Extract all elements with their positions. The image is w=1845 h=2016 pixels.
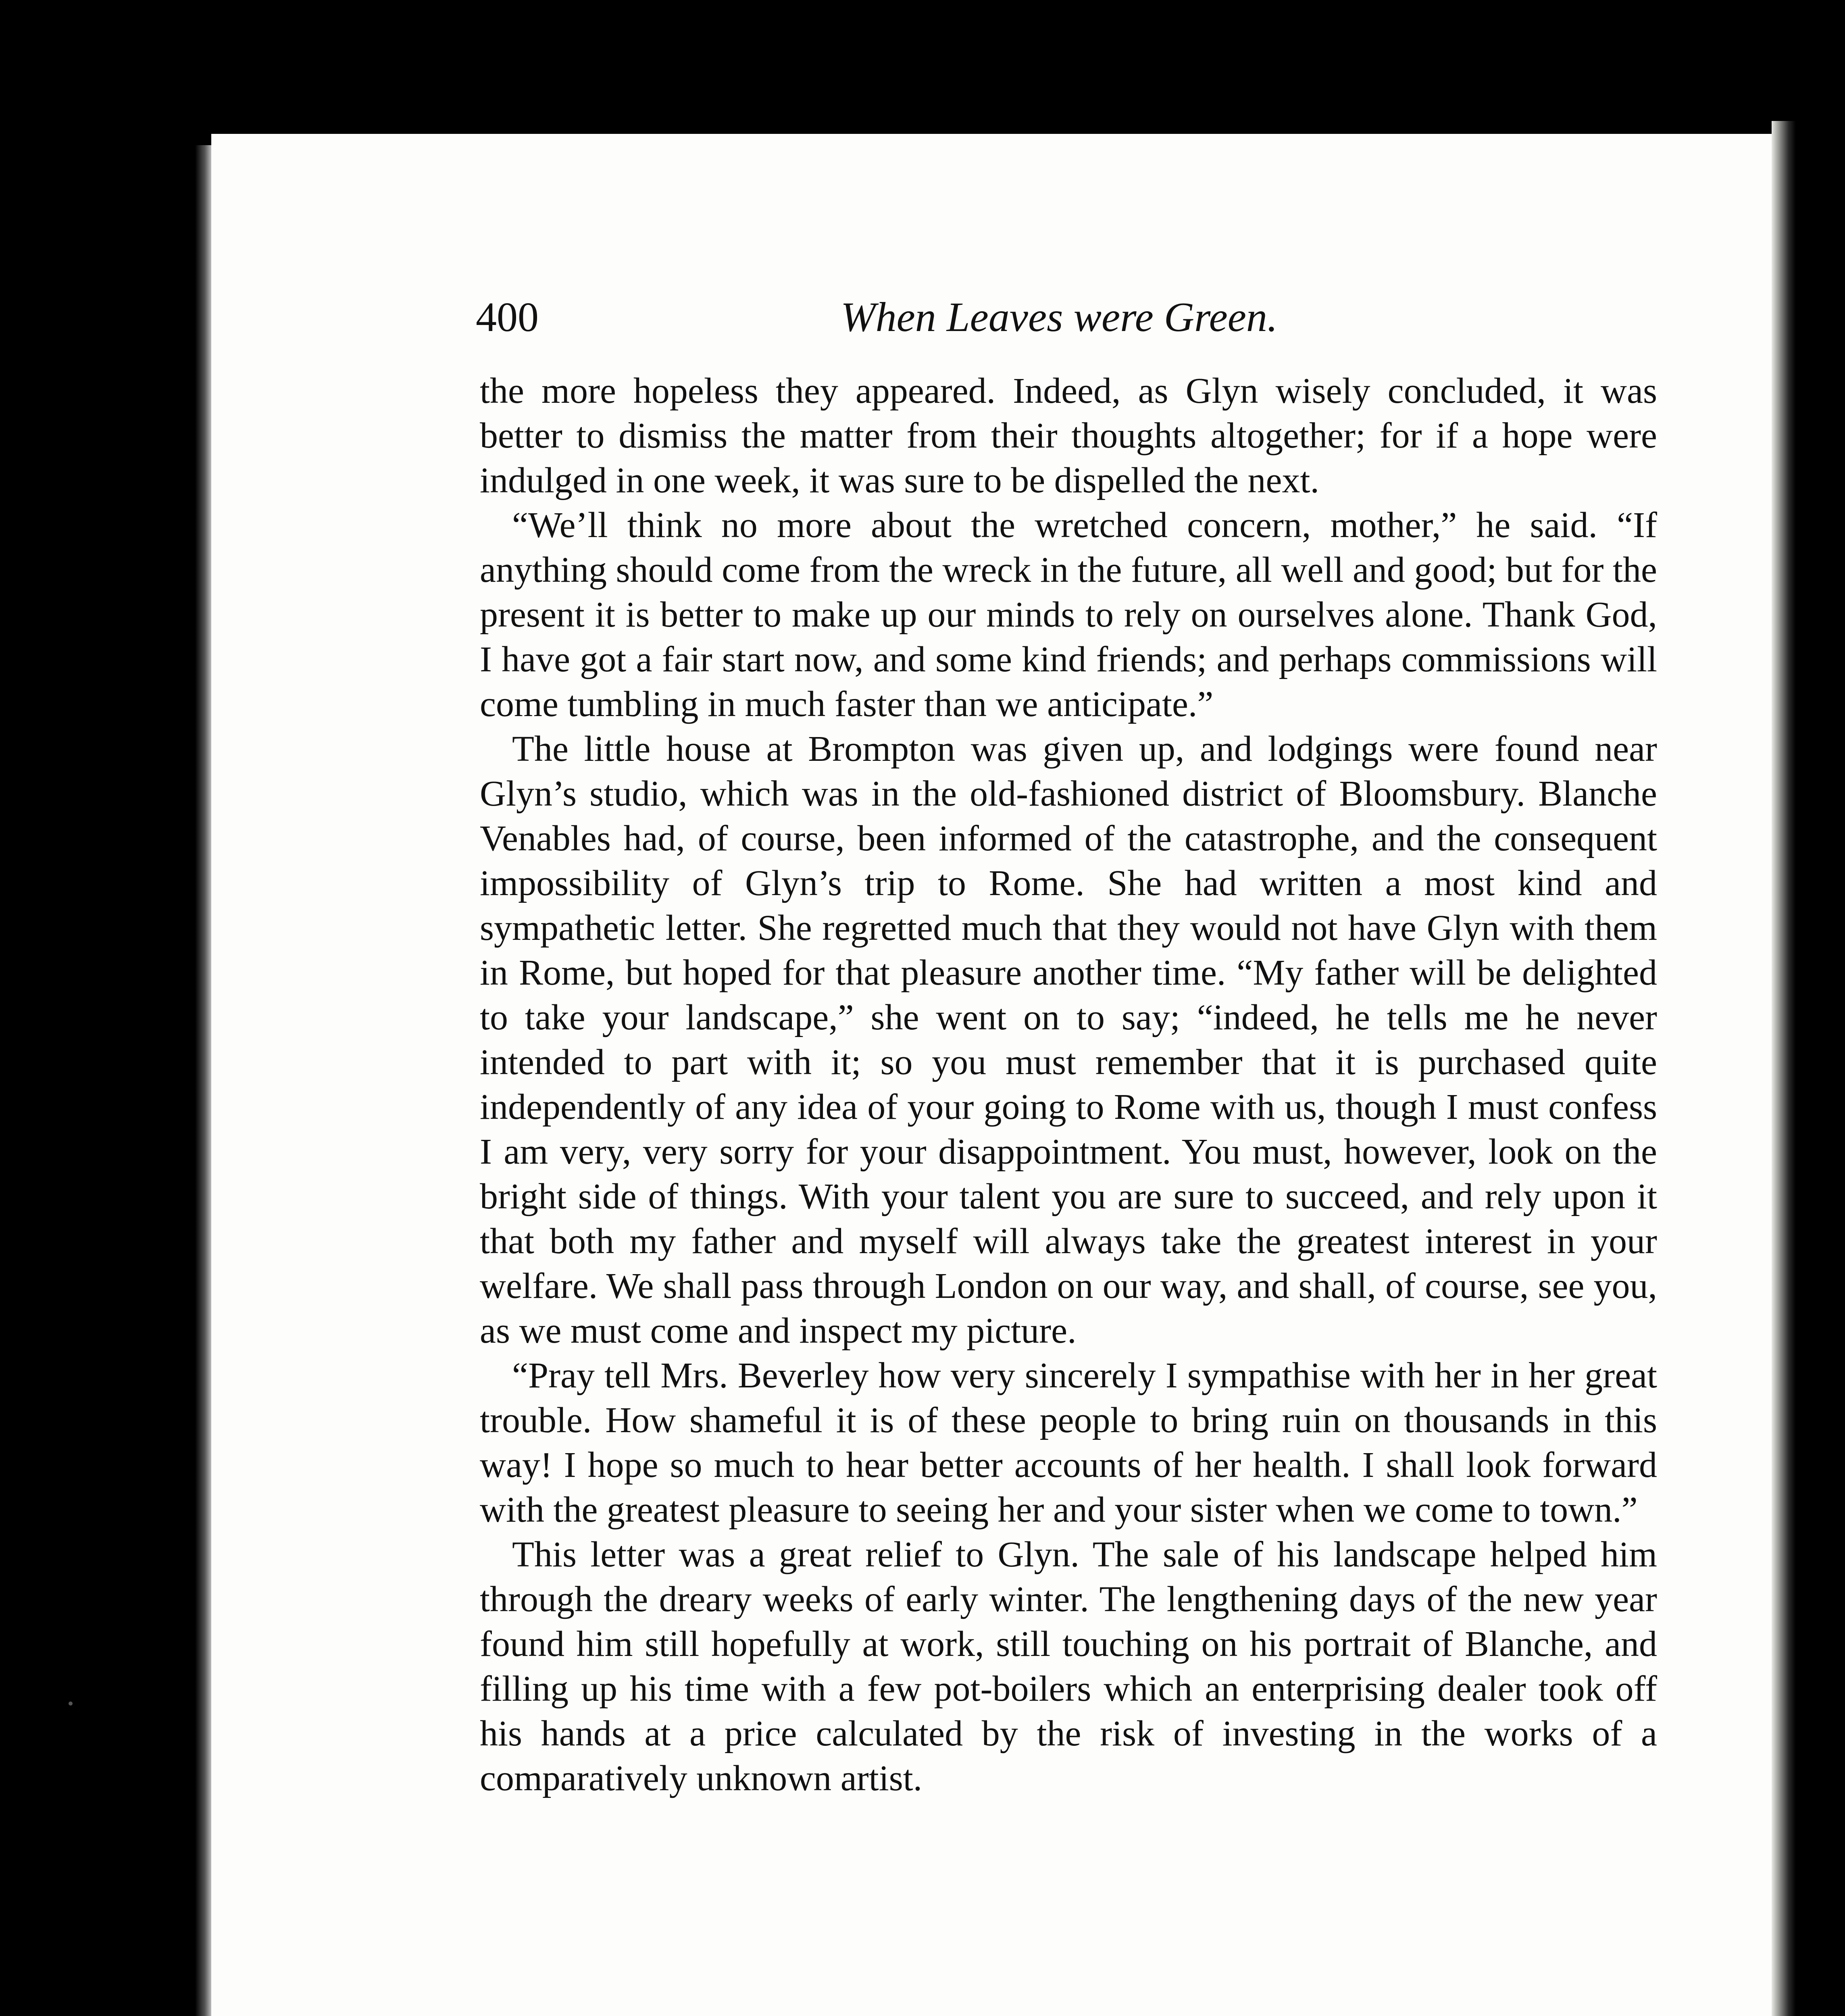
scan-speck	[69, 1702, 73, 1706]
paragraph: “Pray tell Mrs. Beverley how very sincerely I sympathise with her in her great trouble. How shameful it is of these people to bring ruin on thousands in this way! I hope so much to hear better accounts of her health. I shall look forward with the greatest pleasure to seeing her and your sister when we come to town.”	[480, 1356, 1657, 1530]
scan-border-right	[1796, 121, 1845, 2016]
page-header	[476, 291, 1322, 344]
body-text	[480, 369, 1657, 1801]
paragraph: “We’ll think no more about the wretched concern, mother,” he said. “If anything should come from the wreck in the future, all well and good; but for the present it is better to make up our minds to rely on ourselves alone. Thank God, I have got a fair start now, and some kind friends; and perhaps commissions will come tumbling in much faster than we anticipate.”	[480, 505, 1657, 724]
paragraph: This letter was a great relief to Glyn. The sale of his landscape helped him through the dreary weeks of early winter. The lengthening days of the new year found him still hopefully at work, still touching on his portrait of Blanche, and filling up his time with a few pot-boilers which an enterprising dealer took off his hands at a price calculated by the risk of investing in the works of a comparatively unknown artist.	[480, 1535, 1657, 1798]
page-number: 400	[476, 294, 539, 340]
paragraph: The little house at Brompton was given up, and lodgings were found near Glyn’s studio, which was in the old-fashioned district of Bloomsbury. Blanche Venables had, of course, been informed of the catastrophe, and the consequent impossibility of Glyn’s trip to Rome. She had written a most kind and sympathetic letter. She regretted much that they would not have Glyn with them in Rome, but hoped for that pleasure another time. “My father will be delighted to take your landscape,” she went on to say; “indeed, he tells me he never intended to part with it; so you must remember that it is purchased quite independently of any idea of your going to Rome with us, though I must confess I am very, very sorry for your disappointment. You must, however, look on the bright side of things. With your talent you are sure to succeed, and rely upon it that both my father and myself will always take the greatest interest in your welfare. We shall pass through London on our way, and shall, of course, see you, as we must come and inspect my picture.	[480, 729, 1657, 1351]
running-title: When Leaves were Green.	[841, 294, 1278, 340]
page-edge	[1772, 121, 1796, 2016]
page-binding-shadow	[195, 145, 211, 2016]
paragraph-continuation: the more hopeless they appeared. Indeed, as Glyn wisely concluded, it was better to dismiss the matter from their thoughts altogether; for if a hope were indulged in one week, it was sure to be dispelled the next.	[480, 371, 1657, 500]
